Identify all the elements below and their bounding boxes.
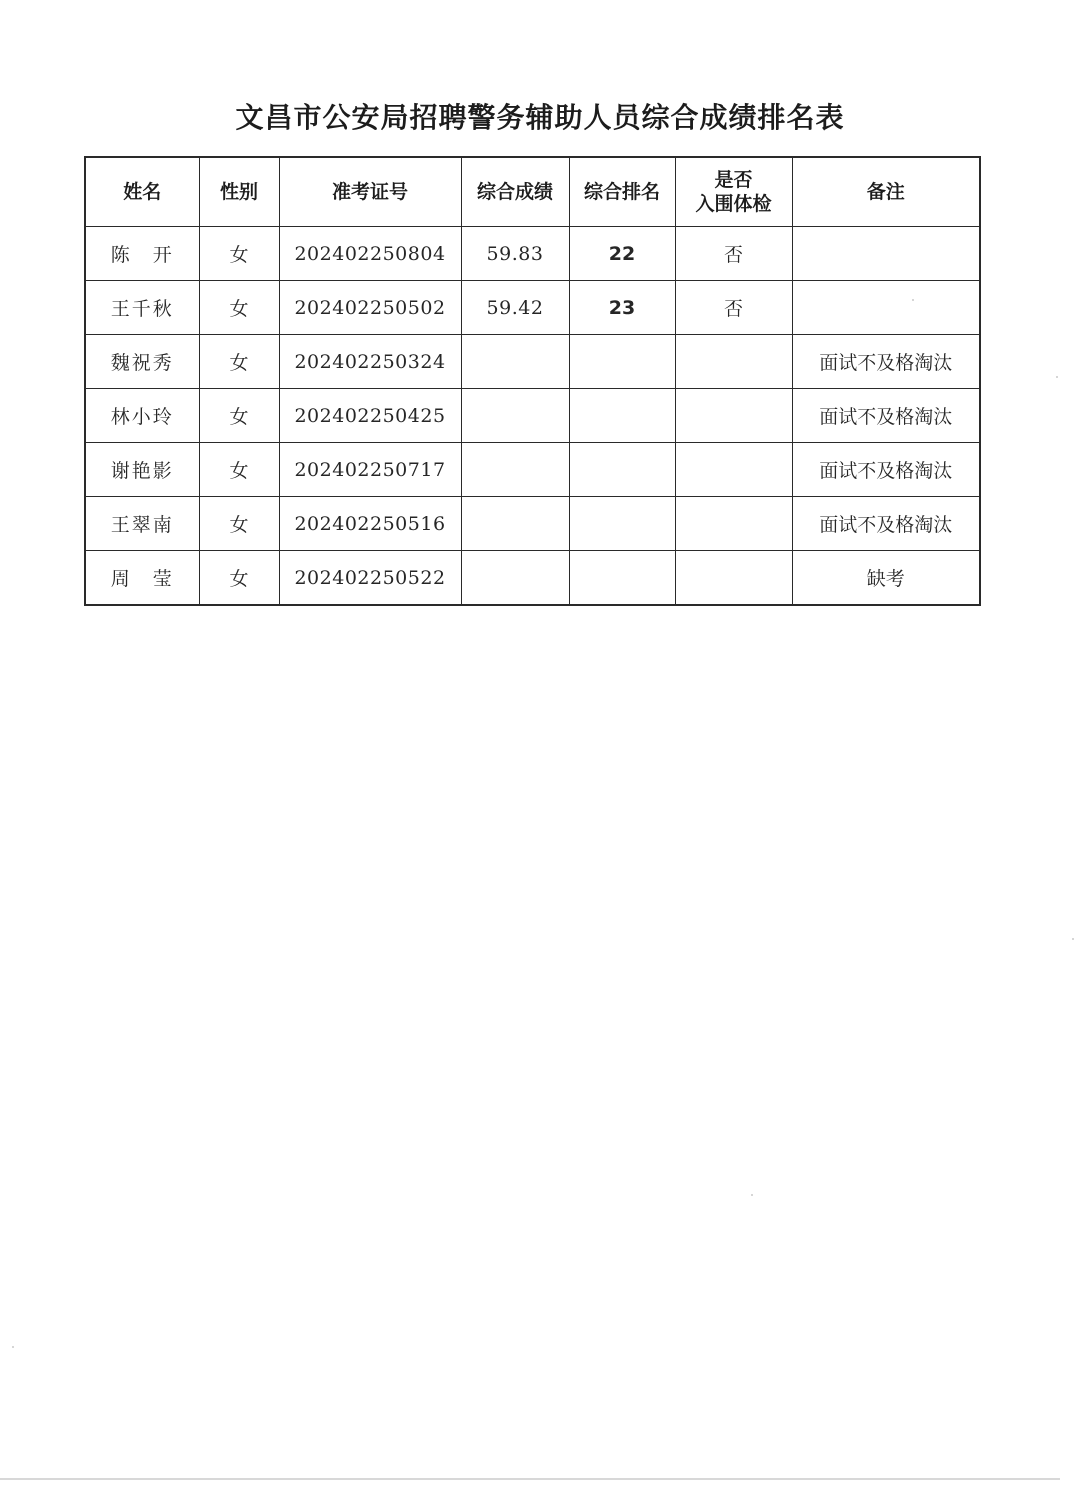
- header-composite-rank: 综合排名: [569, 157, 675, 227]
- scan-speck: [12, 1346, 14, 1348]
- cell-name: 王翠南: [85, 497, 199, 551]
- document-title: 文昌市公安局招聘警务辅助人员综合成绩排名表: [235, 101, 845, 134]
- cell-composite-score: 59.83: [461, 227, 569, 281]
- cell-gender: 女: [199, 443, 279, 497]
- cell-physical-exam: 否: [675, 281, 792, 335]
- cell-composite-score: [461, 443, 569, 497]
- cell-ticket-number: 202402250516: [279, 497, 461, 551]
- cell-physical-exam: 否: [675, 227, 792, 281]
- header-composite-score: 综合成绩: [461, 157, 569, 227]
- header-gender: 性别: [199, 157, 279, 227]
- header-ticket-number: 准考证号: [279, 157, 461, 227]
- cell-physical-exam: [675, 389, 792, 443]
- cell-remark: 缺考: [792, 551, 980, 606]
- cell-name: 周 莹: [85, 551, 199, 606]
- cell-composite-rank: 22: [569, 227, 675, 281]
- cell-name: 谢艳影: [85, 443, 199, 497]
- header-physical-exam-line2: 入围体检: [695, 193, 772, 215]
- cell-physical-exam: [675, 335, 792, 389]
- cell-composite-score: 59.42: [461, 281, 569, 335]
- cell-remark: 面试不及格淘汰: [792, 389, 980, 443]
- header-row: [85, 157, 980, 227]
- table-row: [85, 551, 980, 606]
- scan-speck: [912, 299, 914, 301]
- cell-composite-rank: 23: [569, 281, 675, 335]
- cell-remark: [792, 227, 980, 281]
- scan-speck: [1072, 938, 1074, 940]
- table-row: [85, 335, 980, 389]
- table-row: [85, 389, 980, 443]
- cell-name: 魏祝秀: [85, 335, 199, 389]
- cell-gender: 女: [199, 551, 279, 606]
- cell-gender: 女: [199, 227, 279, 281]
- cell-ticket-number: 202402250717: [279, 443, 461, 497]
- cell-remark: 面试不及格淘汰: [792, 497, 980, 551]
- cell-composite-rank: [569, 551, 675, 606]
- cell-remark: 面试不及格淘汰: [792, 443, 980, 497]
- cell-remark: 面试不及格淘汰: [792, 335, 980, 389]
- table-row: [85, 443, 980, 497]
- table-row: [85, 281, 980, 335]
- scan-speck: [751, 1194, 753, 1196]
- cell-composite-score: [461, 497, 569, 551]
- cell-composite-score: [461, 551, 569, 606]
- cell-ticket-number: 202402250324: [279, 335, 461, 389]
- cell-ticket-number: 202402250425: [279, 389, 461, 443]
- cell-name: 林小玲: [85, 389, 199, 443]
- scan-edge-line: [0, 1478, 1060, 1480]
- cell-ticket-number: 202402250522: [279, 551, 461, 606]
- cell-composite-rank: [569, 335, 675, 389]
- cell-physical-exam: [675, 443, 792, 497]
- cell-physical-exam: [675, 497, 792, 551]
- cell-composite-score: [461, 389, 569, 443]
- cell-composite-score: [461, 335, 569, 389]
- header-physical-exam: [675, 157, 792, 227]
- cell-composite-rank: [569, 497, 675, 551]
- cell-composite-rank: [569, 389, 675, 443]
- header-physical-exam-line1: 是否: [714, 169, 753, 191]
- cell-composite-rank: [569, 443, 675, 497]
- header-remark: 备注: [792, 157, 980, 227]
- cell-gender: 女: [199, 389, 279, 443]
- cell-remark: [792, 281, 980, 335]
- cell-name: 陈 开: [85, 227, 199, 281]
- table-row: [85, 227, 980, 281]
- cell-gender: 女: [199, 497, 279, 551]
- table-row: [85, 497, 980, 551]
- scan-speck: [1056, 376, 1058, 378]
- cell-ticket-number: 202402250804: [279, 227, 461, 281]
- cell-physical-exam: [675, 551, 792, 606]
- cell-gender: 女: [199, 281, 279, 335]
- cell-gender: 女: [199, 335, 279, 389]
- header-name: 姓名: [85, 157, 199, 227]
- ranking-table: [84, 156, 981, 606]
- cell-name: 王千秋: [85, 281, 199, 335]
- cell-ticket-number: 202402250502: [279, 281, 461, 335]
